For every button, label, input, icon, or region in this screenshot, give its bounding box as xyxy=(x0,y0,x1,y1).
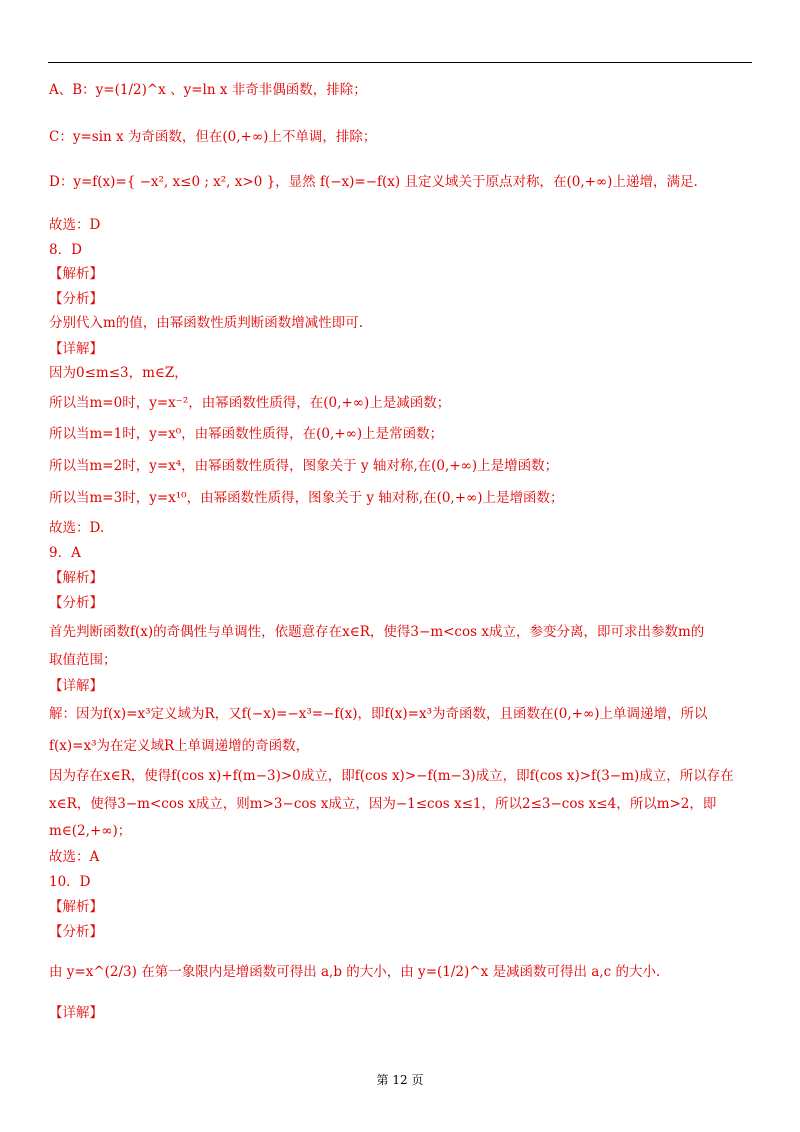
answer-9: 故选：A xyxy=(49,849,100,865)
case-m3: 所以当m=3时，y=x¹⁰，由幂函数性质得，图象关于 y 轴对称,在(0,+∞)上是增函数； xyxy=(49,490,564,506)
solution-9a: 解：因为f(x)=x³定义域为R，又f(−x)=−x³=−f(x)，即f(x)=x³为奇函数，且函数在(0,+∞)上单调递增，所以 xyxy=(49,706,708,722)
case-m0: 所以当m=0时，y=x⁻²，由幂函数性质得，在(0,+∞)上是减函数； xyxy=(49,395,451,411)
case-m2: 所以当m=2时，y=x⁴，由幂函数性质得，图象关于 y 轴对称,在(0,+∞)上是增函数； xyxy=(49,458,559,474)
fenxi-text-10: 由 y=x^(2/3) 在第一象限内是增函数可得出 a,b 的大小，由 y=(1/2)^x 是减函数可得出 a,c 的大小. xyxy=(49,964,661,980)
xiangjie-label-10: 【详解】 xyxy=(49,1005,103,1021)
fenxi-text: 分别代入m的值，由幂函数性质判断函数增减性即可. xyxy=(49,315,364,331)
question-10-heading: 10．D xyxy=(49,874,91,890)
xiangjie-label: 【详解】 xyxy=(49,341,103,357)
analysis-label-10: 【解析】 xyxy=(49,899,103,915)
line-ab: A、B：y=(1/2)^x 、y=ln x 非奇非偶函数，排除； xyxy=(49,82,367,98)
line-d: D：y=f(x)={ −x², x≤0 ; x², x>0 }，显然 f(−x)=−f(x) 且定义域关于原点对称，在(0,+∞)上递增，满足. xyxy=(49,174,698,190)
page-number: 第 12 页 xyxy=(376,1073,424,1087)
fenxi-label-9: 【分析】 xyxy=(49,595,103,611)
solution-9e: m∈(2,+∞)； xyxy=(49,823,132,839)
fenxi-label: 【分析】 xyxy=(49,291,103,307)
analysis-label-9: 【解析】 xyxy=(49,570,103,586)
condition-line: 因为0≤m≤3，m∈Z， xyxy=(49,365,188,381)
question-9-heading: 9．A xyxy=(49,545,81,561)
xiangjie-label-9: 【详解】 xyxy=(49,678,103,694)
fenxi-text-9a: 首先判断函数f(x)的奇偶性与单调性，依题意存在x∈R，使得3−m<cos x成立，参变分离，即可求出参数m的 xyxy=(49,624,705,640)
analysis-label: 【解析】 xyxy=(49,266,103,282)
solution-9c: 因为存在x∈R，使得f(cos x)+f(m−3)>0成立，即f(cos x)>−f(m−3)成立，即f(cos x)>f(3−m)成立，所以存在 xyxy=(49,768,734,784)
case-m1: 所以当m=1时，y=x⁰，由幂函数性质得，在(0,+∞)上是常函数； xyxy=(49,426,444,442)
header-rule xyxy=(48,62,752,63)
solution-9d: x∈R，使得3−m<cos x成立，则m>3−cos x成立，因为−1≤cos x≤1，所以2≤3−cos x≤4，所以m>2，即 xyxy=(49,796,717,812)
line-c: C：y=sin x 为奇函数，但在(0,+∞)上不单调，排除； xyxy=(49,129,377,145)
fenxi-label-10: 【分析】 xyxy=(49,924,103,940)
question-8-heading: 8．D xyxy=(49,242,82,258)
answer-7: 故选：D xyxy=(49,217,101,233)
fenxi-text-9b: 取值范围； xyxy=(49,652,117,668)
answer-8: 故选：D. xyxy=(49,520,105,536)
solution-9b: f(x)=x³为在定义域R上单调递增的奇函数， xyxy=(49,738,310,754)
